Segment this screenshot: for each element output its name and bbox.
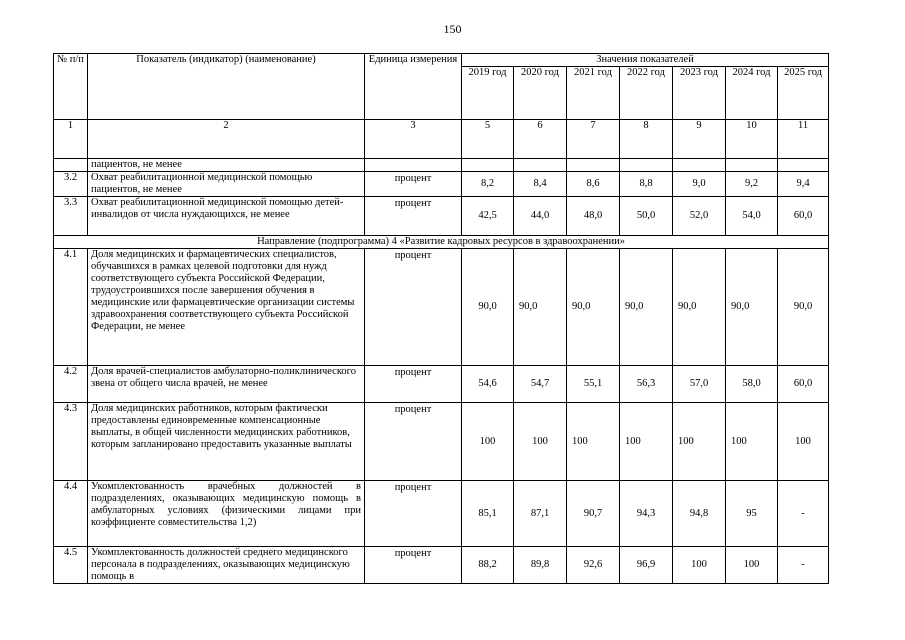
value-cell: 85,1: [462, 481, 514, 547]
column-number: 2: [88, 120, 365, 159]
column-number: 8: [620, 120, 673, 159]
indicators-table: [53, 53, 829, 584]
value-cell: 100: [673, 403, 726, 481]
header-year: 2024 год: [726, 67, 778, 120]
unit-value: процент: [365, 197, 462, 236]
indicator-name: Доля медицинских работников, которым фактически предоставлены единовременные компенсационные выплаты, в общей численности медицинских работников, которым запланировано предоставить указанные выплаты: [88, 403, 365, 481]
value-cell: 52,0: [673, 197, 726, 236]
header-year: 2023 год: [673, 67, 726, 120]
value-cell: 9,4: [778, 172, 829, 197]
value-cell: 54,0: [726, 197, 778, 236]
value-cell: 44,0: [514, 197, 567, 236]
value-cell: 58,0: [726, 366, 778, 403]
value-cell: 50,0: [620, 197, 673, 236]
value-cell: 56,3: [620, 366, 673, 403]
value-cell: 8,8: [620, 172, 673, 197]
column-number: 3: [365, 120, 462, 159]
indicator-name: Доля медицинских и фармацевтических специалистов, обучавшихся в рамках целевой подготовки для нужд соответствующего субъекта Российской Федерации, трудоустроившихся после завершения обучения в медицинские или фармацевтические организации системы здравоохранения соответствующего субъекта Российской Федерации, не менее: [88, 249, 365, 366]
indicator-name: Охват реабилитационной медицинской помощью пациентов, не менее: [88, 172, 365, 197]
row-number: 3.2: [54, 172, 88, 197]
value-cell: 92,6: [567, 547, 620, 584]
value-cell: 100: [620, 403, 673, 481]
value-cell: 100: [462, 403, 514, 481]
value-cell: 89,8: [514, 547, 567, 584]
value-cell: 8,4: [514, 172, 567, 197]
header-indicator: Показатель (индикатор) (наименование): [88, 54, 365, 120]
column-number: 10: [726, 120, 778, 159]
header-year: 2021 год: [567, 67, 620, 120]
value-cell: 55,1: [567, 366, 620, 403]
header-unit: Единица измерения: [365, 54, 462, 120]
value-cell: 8,6: [567, 172, 620, 197]
value-cell: 90,7: [567, 481, 620, 547]
value-cell: 100: [673, 547, 726, 584]
table-row: [54, 172, 829, 197]
table-row: [54, 403, 829, 481]
indicator-name: Укомплектованность должностей среднего медицинского персонала в подразделениях, оказывающих медицинскую помощь в: [88, 547, 365, 584]
row-number: 3.3: [54, 197, 88, 236]
value-cell: 90,0: [620, 249, 673, 366]
value-cell: 90,0: [726, 249, 778, 366]
value-cell: -: [778, 481, 829, 547]
header-num: № п/п: [54, 54, 88, 120]
value-cell: 100: [567, 403, 620, 481]
unit-value: процент: [365, 172, 462, 197]
continuation-text: пациентов, не менее: [88, 159, 365, 172]
table-row: [54, 481, 829, 547]
column-number: 9: [673, 120, 726, 159]
table-row: [54, 547, 829, 584]
header-year: 2019 год: [462, 67, 514, 120]
value-cell: 48,0: [567, 197, 620, 236]
table-row: [54, 197, 829, 236]
value-cell: 87,1: [514, 481, 567, 547]
row-number: 4.2: [54, 366, 88, 403]
section-row: [54, 236, 829, 249]
unit-value: процент: [365, 403, 462, 481]
column-number: 5: [462, 120, 514, 159]
page-number: 150: [443, 22, 462, 36]
value-cell: -: [778, 547, 829, 584]
column-number: 7: [567, 120, 620, 159]
value-cell: 100: [514, 403, 567, 481]
row-number: 4.1: [54, 249, 88, 366]
table-row: [54, 159, 829, 172]
indicator-name: Доля врачей-специалистов амбулаторно-поликлинического звена от общего числа врачей, не менее: [88, 366, 365, 403]
value-cell: 88,2: [462, 547, 514, 584]
unit-value: процент: [365, 547, 462, 584]
value-cell: 94,8: [673, 481, 726, 547]
value-cell: 42,5: [462, 197, 514, 236]
value-cell: 90,0: [673, 249, 726, 366]
unit-value: процент: [365, 366, 462, 403]
value-cell: 60,0: [778, 366, 829, 403]
table-header: [54, 54, 829, 159]
column-number: 6: [514, 120, 567, 159]
header-values-group: Значения показателей: [462, 54, 829, 67]
value-cell: 100: [726, 403, 778, 481]
value-cell: 90,0: [514, 249, 567, 366]
header-year: 2022 год: [620, 67, 673, 120]
table-body: [54, 159, 829, 584]
column-number: 11: [778, 120, 829, 159]
value-cell: 9,0: [673, 172, 726, 197]
indicator-name: Укомплектованность врачебных должностей в подразделениях, оказывающих медицинскую помощь в амбулаторных условиях (физическими лицами при коэффициенте совместительства 1,2): [88, 481, 365, 547]
value-cell: 9,2: [726, 172, 778, 197]
value-cell: 54,6: [462, 366, 514, 403]
value-cell: 100: [726, 547, 778, 584]
table-row: [54, 366, 829, 403]
header-year: 2020 год: [514, 67, 567, 120]
value-cell: 60,0: [778, 197, 829, 236]
row-number: 4.4: [54, 481, 88, 547]
value-cell: 90,0: [462, 249, 514, 366]
row-number: 4.5: [54, 547, 88, 584]
column-number: 1: [54, 120, 88, 159]
value-cell: 8,2: [462, 172, 514, 197]
section-title: Направление (подпрограмма) 4 «Развитие кадровых ресурсов в здравоохранении»: [54, 236, 829, 249]
value-cell: 95: [726, 481, 778, 547]
unit-value: процент: [365, 249, 462, 366]
value-cell: 54,7: [514, 366, 567, 403]
value-cell: 90,0: [567, 249, 620, 366]
value-cell: 96,9: [620, 547, 673, 584]
value-cell: 94,3: [620, 481, 673, 547]
header-year: 2025 год: [778, 67, 829, 120]
value-cell: 57,0: [673, 366, 726, 403]
indicator-name: Охват реабилитационной медицинской помощью детей-инвалидов от числа нуждающихся, не менее: [88, 197, 365, 236]
table-row: [54, 249, 829, 366]
row-number: 4.3: [54, 403, 88, 481]
unit-value: процент: [365, 481, 462, 547]
value-cell: 90,0: [778, 249, 829, 366]
value-cell: 100: [778, 403, 829, 481]
